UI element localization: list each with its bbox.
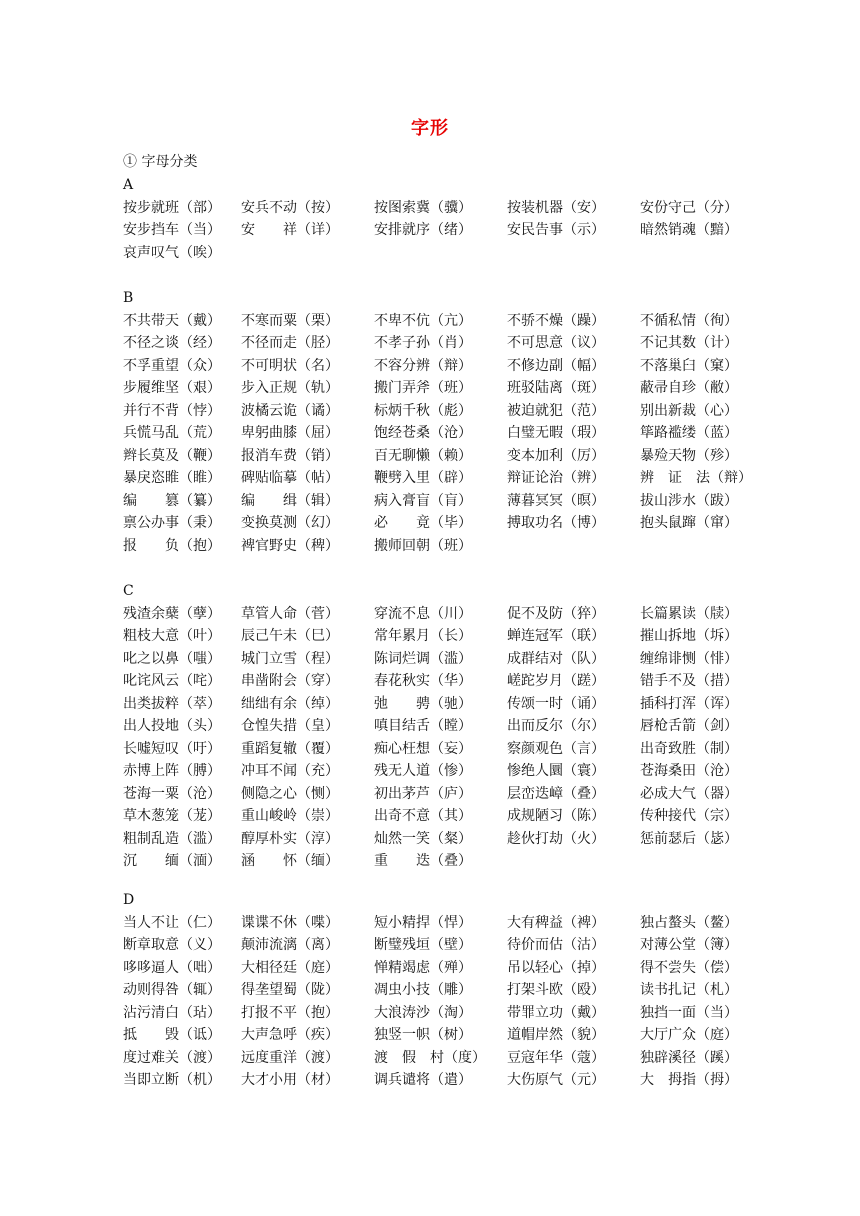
word-entry: 出类拔粹（萃） [123,695,221,712]
word-row [123,490,763,513]
word-entry: 搬师回朝（班） [374,537,472,554]
word-entry: 必 竟（毕） [374,515,472,531]
word-entry: 卑躬曲膝（屈） [241,425,339,441]
word-entry: 不孚重望（众） [123,357,221,374]
word-entry: 安排就序（绪） [374,222,472,238]
word-entry: 叱诧风云（咤） [123,673,221,689]
word-entry: 叱之以鼻（嗤） [123,650,221,667]
word-entry: 变换莫测（幻） [241,515,339,531]
word-entry: 暴殓天物（殄） [640,447,738,464]
word-entry: 长嘘短叹（吁） [123,740,221,757]
word-row [123,512,763,535]
word-entry: 被迫就犯（范） [507,402,605,419]
word-entry: 对薄公堂（簿） [640,937,738,953]
word-entry: 百无聊懒（赖） [374,447,472,464]
word-entry: 传颂一时（诵） [507,695,605,712]
word-entry: 大声急呼（疾） [241,1027,339,1043]
word-entry: 辰己午未（巳） [241,628,339,644]
word-entry: 待价而估（沽） [507,937,605,953]
word-entry: 辩证论治（辨） [507,470,605,486]
word-entry: 常年累月（长） [374,628,472,644]
word-entry: 大浪涛沙（淘） [374,1004,472,1021]
word-entry: 暗然销魂（黯） [640,222,738,238]
word-row [123,738,763,761]
word-entry: 安步挡车（当） [123,222,221,238]
word-entry: 唇枪舌箭（剑） [640,718,738,734]
word-entry: 搬门弄斧（班） [374,380,472,396]
word-entry: 层峦迭嶂（叠） [507,785,605,802]
word-entry: 碑贴临摹（帖） [241,470,339,486]
word-entry: 不可思意（议） [507,335,605,351]
word-row [123,1002,763,1025]
word-entry: 大才小用（材） [241,1072,339,1088]
word-entry: 察颜观色（言） [507,740,605,757]
word-entry: 不可明状（名） [241,357,339,374]
word-row [123,467,763,490]
word-row [123,760,763,783]
word-entry: 苍海桑田（沧） [640,763,738,779]
word-entry: 蔽帚自珍（敝） [640,380,738,396]
word-row [123,422,763,445]
word-row [123,197,763,220]
word-entry: 传种接代（宗） [640,808,738,824]
word-entry: 调兵谴将（遣） [374,1072,472,1088]
word-row [123,332,763,355]
word-entry: 安民告事（示） [507,222,605,238]
word-entry: 短小精捍（悍） [374,914,472,931]
word-entry: 班驳陆离（斑） [507,380,605,396]
word-entry: 得垄望蜀（陇） [241,982,339,998]
word-entry: 不循私情（徇） [640,312,738,329]
word-entry: 缠绵诽恻（悱） [640,650,738,667]
section-letter-d: D [123,892,135,908]
word-entry: 鞭劈入里（辟） [374,470,472,486]
word-entry: 步履维坚（艰） [123,380,221,396]
word-row [123,310,763,333]
word-entry: 裨官野史（稗） [241,537,339,554]
word-entry: 安份守己（分） [640,199,738,216]
word-row [123,400,763,423]
word-entry: 当即立断（机） [123,1072,221,1088]
word-entry: 重山峻岭（崇） [241,808,339,824]
word-entry: 出奇致胜（制） [640,740,738,757]
word-entry: 长篇累读（牍） [640,605,738,622]
word-entry: 惨绝人圜（寰） [507,763,605,779]
word-entry: 道帽岸然（貌） [507,1027,605,1043]
word-entry: 不容分辨（辩） [374,357,472,374]
word-entry: 按装机器（安） [507,199,605,216]
word-entry: 初出茅芦（庐） [374,785,472,802]
word-entry: 哆哆逼人（咄） [123,959,221,976]
word-entry: 沉 缅（湎） [123,853,221,869]
word-entry: 侧隐之心（恻） [241,785,339,802]
word-entry: 趁伙打劫（火） [507,830,605,847]
word-entry: 苍海一粟（沧） [123,785,221,802]
word-entry: 薄暮冥冥（暝） [507,492,605,509]
word-row [123,850,763,873]
section-letter-b: B [123,290,134,306]
word-entry: 必成大气（器） [640,785,738,802]
word-entry: 独竖一帜（树） [374,1027,472,1043]
word-entry: 大伤原气（元） [507,1072,605,1088]
word-row [123,783,763,806]
word-entry: 带罪立功（戴） [507,1004,605,1021]
word-entry: 不卑不伉（亢） [374,312,472,329]
word-entry: 读书扎记（札） [640,982,738,998]
word-entry: 惮精竭虑（殚） [374,959,472,976]
word-entry: 草木葱笼（茏） [123,808,221,824]
word-entry: 出而反尔（尔） [507,718,605,734]
word-entry: 按图索冀（骥） [374,199,472,216]
word-entry: 独占螯头（鳌） [640,914,738,931]
section-letter-c: C [123,583,134,599]
word-entry: 粗枝大意（叶） [123,628,221,644]
word-entry: 残渣余蘖（孽） [123,605,221,622]
word-entry: 成群结对（队） [507,650,605,667]
word-entry: 断璧残垣（壁） [374,937,472,953]
word-entry: 残无人道（惨） [374,763,472,779]
word-entry: 变本加利（厉） [507,447,605,464]
word-entry: 搏取功名（博） [507,515,605,531]
word-entry: 打报不平（抱） [241,1004,339,1021]
word-row [123,828,763,851]
word-row [123,355,763,378]
word-entry: 报 负（抱） [123,537,221,554]
word-row [123,535,763,558]
word-entry: 哀声叹气（唉） [123,244,221,261]
word-entry: 醇厚朴实（淳） [241,830,339,847]
word-entry: 辫长莫及（鞭） [123,447,221,464]
word-entry: 重 迭（叠） [374,853,472,869]
word-row [123,625,763,648]
word-entry: 串凿附会（穿） [241,673,339,689]
word-entry: 城门立雪（程） [241,650,339,667]
word-entry: 大有稗益（裨） [507,914,605,931]
word-entry: 不寒而粟（栗） [241,312,339,329]
word-entry: 吊以轻心（掉） [507,959,605,976]
word-entry: 不径之谈（经） [123,335,221,351]
word-entry: 成规陋习（陈） [507,808,605,824]
word-entry: 蝉连冠军（联） [507,628,605,644]
word-entry: 绌绌有余（绰） [241,695,339,712]
word-entry: 拔山涉水（跋） [640,492,738,509]
word-row [123,715,763,738]
word-entry: 错手不及（措） [640,673,738,689]
word-entry: 暴戾恣睢（睢） [123,470,221,486]
word-entry: 出奇不意（其） [374,808,472,824]
word-entry: 禀公办事（秉） [123,515,221,531]
word-entry: 度过难关（渡） [123,1049,221,1066]
word-entry: 打架斗欧（殴） [507,982,605,998]
word-entry: 编 篡（纂） [123,492,221,509]
word-entry: 不共带天（戴） [123,312,221,329]
word-entry: 安兵不动（按） [241,199,339,216]
word-row [123,934,763,957]
word-row [123,957,763,980]
page-title: 字形 [411,118,449,139]
word-entry: 报消车费（销） [241,447,339,464]
word-entry: 仓惶失措（皇） [241,718,339,734]
word-entry: 不骄不燥（躁） [507,312,605,329]
word-entry: 赤博上阵（膊） [123,763,221,779]
word-entry: 远度重洋（渡） [241,1049,339,1066]
word-entry: 弛 骋（驰） [374,695,472,712]
word-entry: 别出新裁（心） [640,402,738,419]
word-row [123,242,763,265]
word-entry: 惩前瑟后（毖） [640,830,738,847]
category-heading: ① 字母分类 [123,154,198,170]
word-entry: 按步就班（部） [123,199,221,216]
word-entry: 嗔目结舌（瞠） [374,718,472,734]
word-row [123,445,763,468]
word-entry: 断章取意（义） [123,937,221,953]
word-row [123,603,763,626]
word-row [123,1047,763,1070]
word-entry: 标炳千秋（彪） [374,402,472,419]
word-entry: 动则得咎（辄） [123,982,221,998]
word-entry: 涵 怀（缅） [241,853,339,869]
word-entry: 安 祥（详） [241,222,339,238]
word-row [123,693,763,716]
word-entry: 重蹈复辙（覆） [241,740,339,757]
word-entry: 抵 毁（诋） [123,1027,221,1043]
word-entry: 步入正规（轨） [241,380,339,396]
word-entry: 大相径廷（庭） [241,959,339,976]
word-entry: 抱头鼠蹿（窜） [640,515,738,531]
word-entry: 冲耳不闻（充） [241,763,339,779]
word-entry: 当人不让（仁） [123,914,221,931]
word-entry: 谍谍不休（喋） [241,914,339,931]
word-entry: 饱经苍桑（沧） [374,425,472,441]
word-entry: 病入膏盲（肓） [374,492,472,509]
word-entry: 不记其数（计） [640,335,738,351]
word-row [123,377,763,400]
word-entry: 辨 证 法（辩） [640,470,752,486]
word-entry: 编 缉（辑） [241,492,339,509]
word-entry: 兵慌马乱（荒） [123,425,221,441]
word-row [123,219,763,242]
word-entry: 独挡一面（当） [640,1004,738,1021]
word-entry: 摧山拆地（坼） [640,628,738,644]
word-entry: 促不及防（猝） [507,605,605,622]
word-row [123,1024,763,1047]
section-letter-a: A [123,177,134,193]
word-row [123,805,763,828]
word-row [123,979,763,1002]
word-entry: 春花秋实（华） [374,673,472,689]
word-row [123,670,763,693]
word-entry: 波橘云诡（谲） [241,402,339,419]
word-entry: 不修边副（幅） [507,357,605,374]
word-row [123,1069,763,1092]
word-entry: 豆寇年华（蔻） [507,1049,605,1066]
word-entry: 粗制乱造（滥） [123,830,221,847]
word-entry: 大 拇指（拇） [640,1072,738,1088]
word-entry: 陈词烂调（滥） [374,650,472,667]
word-entry: 白璧无暇（瑕） [507,425,605,441]
word-row [123,648,763,671]
word-entry: 渡 假 村（度） [374,1049,486,1066]
word-entry: 痴心枉想（妄） [374,740,472,757]
word-entry: 颠沛流漓（离） [241,937,339,953]
word-entry: 嵯跎岁月（蹉） [507,673,605,689]
word-entry: 得不尝失（偿） [640,959,738,976]
word-entry: 插科打浑（诨） [640,695,738,712]
word-entry: 凋虫小技（雕） [374,982,472,998]
word-entry: 不径而走（胫） [241,335,339,351]
word-entry: 沾污清白（玷） [123,1004,221,1021]
word-entry: 草管人命（菅） [241,605,339,622]
word-row [123,912,763,935]
word-entry: 并行不背（悖） [123,402,221,419]
word-entry: 筚路褴缕（蓝） [640,425,738,441]
word-entry: 不落巢臼（窠） [640,357,738,374]
word-entry: 大厅广众（庭） [640,1027,738,1043]
word-entry: 独辟溪径（蹊） [640,1049,738,1066]
word-entry: 出人投地（头） [123,718,221,734]
word-entry: 灿然一笑（粲） [374,830,472,847]
word-entry: 穿流不息（川） [374,605,472,622]
word-entry: 不孝子孙（肖） [374,335,472,351]
